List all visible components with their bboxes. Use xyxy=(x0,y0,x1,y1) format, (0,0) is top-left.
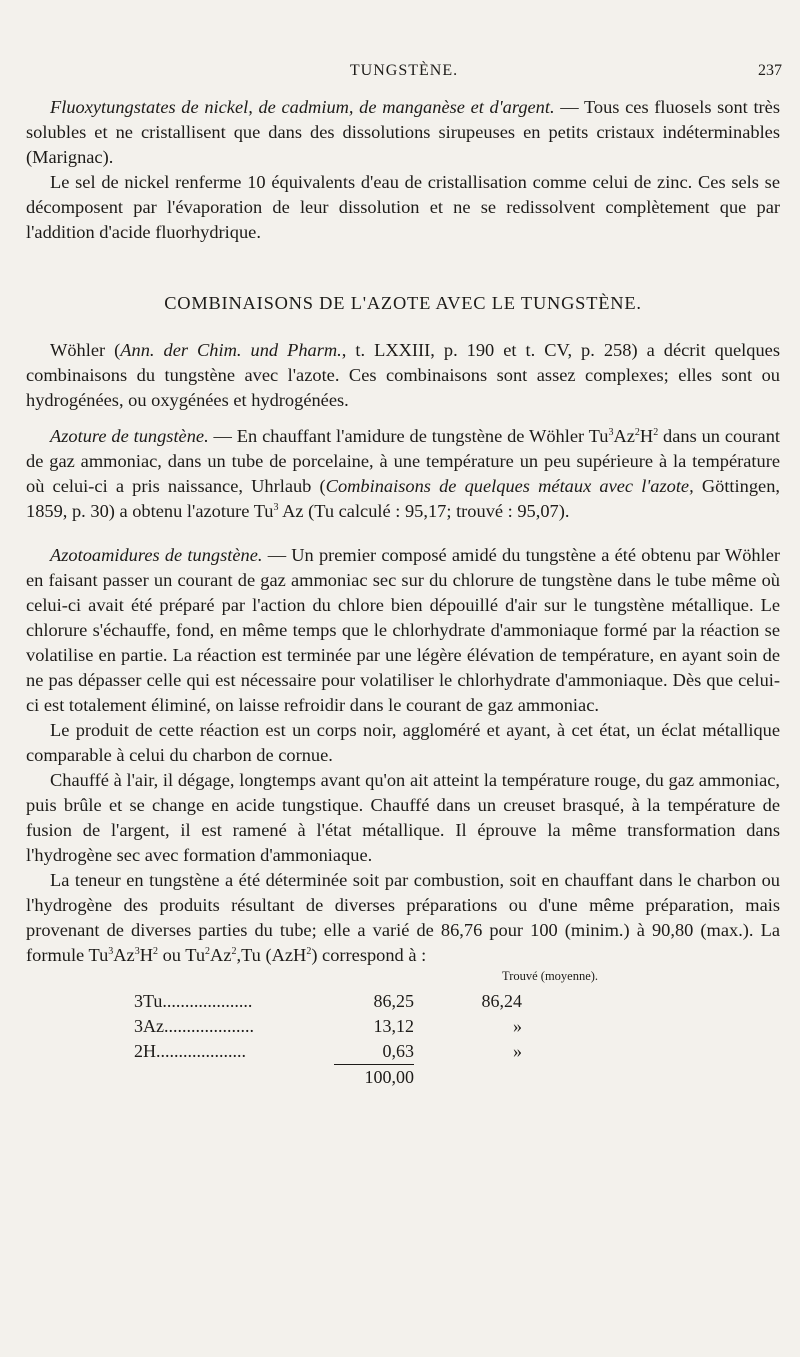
text-run: ,Tu (AzH xyxy=(236,945,307,965)
page-header xyxy=(26,62,782,86)
section-heading: COMBINAISONS DE L'AZOTE AVEC LE TUNGSTÈNE. xyxy=(164,293,642,313)
found-value: » xyxy=(513,1016,522,1036)
text-run: dans un courant de gaz ammoniac, dans un tube de porcelaine, à une température un peu supérieure à la température où celui-ci a pris naissance, Uhrlaub ( xyxy=(26,426,780,496)
text-run: H xyxy=(639,426,654,446)
dot-leader: .................... xyxy=(156,1041,246,1062)
book-reference: Combinaisons de quelques métaux avec l'azote, xyxy=(325,476,694,496)
formula-index: 2 xyxy=(153,945,158,957)
paragraph-wohler xyxy=(26,338,780,413)
paragraph-azoture xyxy=(26,424,780,524)
page-body xyxy=(26,95,780,1090)
formula-index: 3 xyxy=(608,426,614,438)
formula-index: 3 xyxy=(108,945,114,957)
found-value: 86,24 xyxy=(481,991,522,1011)
found-value: » xyxy=(513,1041,522,1062)
text-run: Az xyxy=(613,426,635,446)
journal-reference: Ann. der Chim. und Pharm. xyxy=(120,340,342,360)
analysis-table xyxy=(134,989,522,1090)
calculated-value: 13,12 xyxy=(373,1016,414,1036)
text-run: ou Tu xyxy=(158,945,206,965)
text-run: — En chauffant l'amidure de tungstène de Wöhler Tu xyxy=(208,426,609,446)
table-row xyxy=(134,989,522,1014)
element-label: 3Tu xyxy=(134,991,163,1011)
formula-index: 2 xyxy=(634,426,640,438)
text-run: Wöhler ( xyxy=(50,340,121,360)
paragraph-azotoamidures xyxy=(26,543,780,718)
dot-leader: .................... xyxy=(162,991,253,1011)
paragraph-nickel-salt: Le sel de nickel renferme 10 équivalents d'eau de cristallisation comme celui de zinc. Ces sels se décomposent par l'évaporation de leur dissolution et ne se redissolvent complètement que par l'addition d'acide fluorhydrique. xyxy=(26,172,780,242)
paragraph-heating: Chauffé à l'air, il dégage, longtemps avant qu'on ait atteint la température rouge, du gaz ammoniac, puis brûle et se change en acide tungstique. Chauffé dans un creuset brasqué, à la température de fusion de l'argent, il est ramené à l'état métallique. Il éprouve la même transformation dans l'hydrogène sec avec formation d'ammoniaque. xyxy=(26,770,780,865)
element-label: 2H xyxy=(134,1041,156,1062)
row-label xyxy=(134,989,334,1014)
text-run: , t. LXXIII, p. 190 et t. CV, p. 258) a décrit quelques combinaisons du tungstène avec l'azote. Ces combinaisons sont assez complexes; elles sont ou hydrogénées, ou oxygénées et hydrogénées. xyxy=(26,340,780,410)
formula-index: 2 xyxy=(205,945,211,957)
table-row xyxy=(134,1039,522,1065)
table-row xyxy=(134,1014,522,1039)
text-run: Az xyxy=(210,945,232,965)
text-run: La teneur en tungstène a été déterminée soit par combustion, soit en chauffant dans le charbon ou l'hydrogène des produits résultant de diverses préparations ou d'une même préparation, mais provenant de diverses parties du tube; elle a varié de 86,76 pour 100 (minim.) à 90,80 (max.). La formule Tu xyxy=(26,870,780,965)
text-run: H xyxy=(139,945,153,965)
table-total-row xyxy=(134,1065,522,1091)
paragraph-fluoxytungstates xyxy=(26,95,780,170)
paragraph-tungsten-content xyxy=(26,868,780,968)
formula-index: 3 xyxy=(273,501,279,513)
calculated-value: 0,63 xyxy=(382,1041,414,1061)
paragraph-title: Fluoxytungstates de nickel, de cadmium, de manganèse et d'argent. xyxy=(50,97,555,117)
paragraph-title: Azoture de tungstène. xyxy=(50,426,209,446)
empty-cell xyxy=(414,1065,522,1091)
text-run: Az xyxy=(113,945,135,965)
row-label xyxy=(134,1039,334,1065)
text-run: Az (Tu calculé : 95,17; trouvé : 95,07). xyxy=(278,501,570,521)
calculated-value: 86,25 xyxy=(373,991,414,1011)
element-label: 3Az xyxy=(134,1016,164,1036)
running-title: TUNGSTÈNE. xyxy=(349,62,459,79)
paragraph-product: Le produit de cette réaction est un corps noir, aggloméré et ayant, à cet état, un éclat métallique comparable à celui du charbon de cornue. xyxy=(26,720,780,765)
paragraph-text: — Tous ces fluosels sont très solubles et ne cristallisent que dans des dissolutions sirupeuses en petits cristaux indéterminables (Marignac). xyxy=(26,97,781,167)
empty-cell xyxy=(134,1065,334,1091)
text-run: ) correspond à : xyxy=(311,945,427,965)
formula-index: 3 xyxy=(134,945,140,957)
row-label xyxy=(134,1014,334,1039)
page-number: 237 xyxy=(758,62,782,79)
total-value: 100,00 xyxy=(334,1065,414,1091)
found-column-header: Trouvé (moyenne). xyxy=(502,969,599,983)
text-run: Göttingen, 1859, p. 30) a obtenu l'azoture Tu xyxy=(26,476,780,521)
formula-index: 2 xyxy=(653,426,659,438)
paragraph-title: Azotoamidures de tungstène. xyxy=(50,545,263,565)
dot-leader: .................... xyxy=(164,1016,254,1036)
paragraph-text: — Un premier composé amidé du tungstène a été obtenu par Wöhler en faisant passer un courant de gaz ammoniac sec sur du chlorure de tungstène dans le tube même où celui-ci avait été préparé par l'action du chlore bien dépouillé d'air sur le tungstène métallique. Le chlorure s'échauffe, fond, en même temps que le chlorhydrate d'ammoniaque formé par la réaction se volatilise en partie. La réaction est terminée par une légère élévation de température, en ayant soin de ne pas dépasser celle qui est nécessaire pour volatiliser le chlorhydrate d'ammoniaque. Dès que celui-ci est totalement éliminé, on laisse refroidir dans le courant de gaz ammoniac. xyxy=(26,545,781,715)
formula-index: 2 xyxy=(231,945,237,957)
formula-index: 2 xyxy=(306,945,312,957)
